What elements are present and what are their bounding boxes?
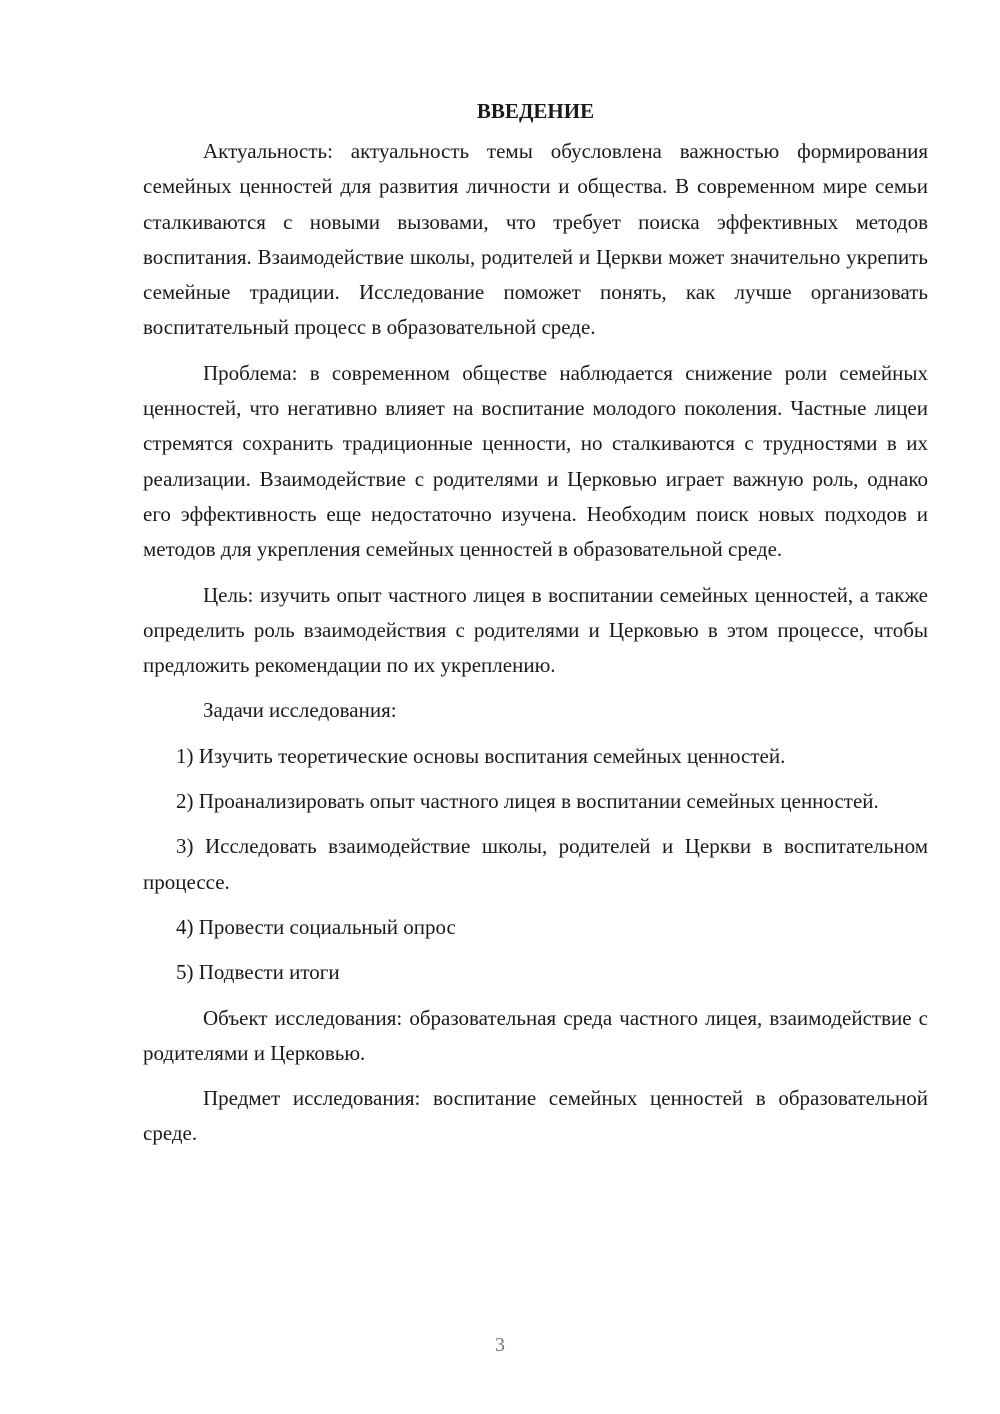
- problem-paragraph: Проблема: в современном обществе наблюдается снижение роли семейных ценностей, что негативно влияет на воспитание молодого поколения. Частные лицеи стремятся сохранить традиционные ценности, но сталкиваются с трудностями в их реализации. Взаимодействие с родителями и Церковью играет важную роль, однако его эффективность еще недостаточно изучена. Необходим поиск новых подходов и методов для укрепления семейных ценностей в образовательной среде.: [143, 360, 928, 562]
- goal-paragraph: Цель: изучить опыт частного лицея в воспитании семейных ценностей, а также определить роль взаимодействия с родителями и Церковью в этом процессе, чтобы предложить рекомендации по их укреплению.: [143, 582, 928, 678]
- page-content: [143, 94, 928, 1162]
- task-item-5: 5) Подвести итоги: [176, 960, 340, 985]
- task-item-2: 2) Проанализировать опыт частного лицея в воспитании семейных ценностей.: [176, 789, 879, 814]
- relevance-paragraph: Актуальность: актуальность темы обусловлена важностью формирования семейных ценностей для развития личности и общества. В современном мире семьи сталкиваются с новыми вызовами, что требует поиска эффективных методов воспитания. Взаимодействие школы, родителей и Церкви может значительно укрепить семейные традиции. Исследование поможет понять, как лучше организовать воспитательный процесс в образовательной среде.: [143, 139, 928, 340]
- task-item-4: 4) Провести социальный опрос: [176, 914, 456, 939]
- object-paragraph: Объект исследования: образовательная среда частного лицея, взаимодействие с родителями и Церковью.: [143, 1005, 928, 1065]
- subject-paragraph: Предмет исследования: воспитание семейных ценностей в образовательной среде.: [143, 1086, 928, 1146]
- task-item-3: 3) Исследовать взаимодействие школы, родителей и Церкви в воспитательном процессе.: [143, 834, 928, 894]
- task-item-1: 1) Изучить теоретические основы воспитания семейных ценностей.: [176, 743, 786, 768]
- section-title: ВВЕДЕНИЕ: [476, 99, 595, 123]
- page-number: 3: [495, 1334, 505, 1356]
- tasks-heading: Задачи исследования:: [203, 698, 397, 723]
